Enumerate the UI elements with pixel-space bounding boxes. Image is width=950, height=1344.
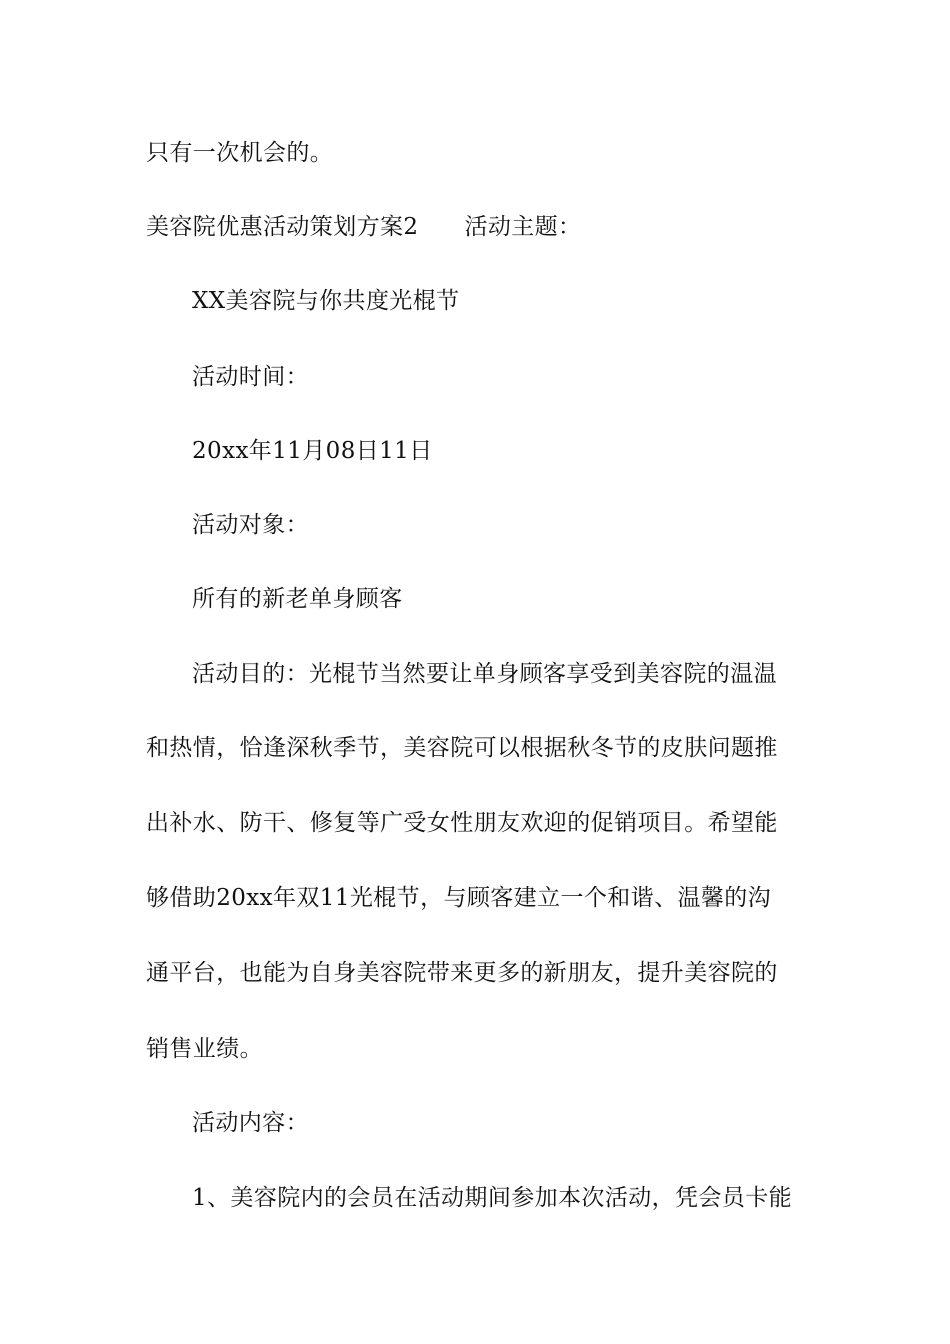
purpose-line-4: 够借助20xx年双11光棍节，与顾客建立一个和谐、温馨的沟 <box>146 885 772 911</box>
purpose-line-2: 和热情，恰逢深秋季节，美容院可以根据秋冬节的皮肤问题推 <box>146 735 778 761</box>
section-title: 美容院优惠活动策划方案2 <box>146 214 419 240</box>
purpose-line-3: 出补水、防干、修复等广受女性朋友欢迎的促销项目。希望能 <box>146 810 778 836</box>
activity-theme-label: 活动主题： <box>464 214 582 240</box>
purpose-line-6: 销售业绩。 <box>146 1036 263 1062</box>
activity-content-label: 活动内容： <box>192 1110 309 1136</box>
activity-target-label: 活动对象： <box>192 512 309 538</box>
purpose-line-5: 通平台，也能为自身美容院带来更多的新朋友，提升美容院的 <box>146 960 778 986</box>
section-title-line <box>146 212 581 242</box>
activity-theme-value: XX美容院与你共度光棍节 <box>192 288 460 314</box>
activity-time-value: 20xx年11月08日11日 <box>192 438 433 464</box>
activity-target-value: 所有的新老单身顾客 <box>192 586 403 612</box>
activity-time-label: 活动时间： <box>192 364 309 390</box>
content-item-1: 1、美容院内的会员在活动期间参加本次活动，凭会员卡能 <box>192 1185 793 1211</box>
purpose-line-1: 活动目的：光棍节当然要让单身顾客享受到美容院的温温 <box>192 661 777 687</box>
text-line-1: 只有一次机会的。 <box>146 140 334 166</box>
